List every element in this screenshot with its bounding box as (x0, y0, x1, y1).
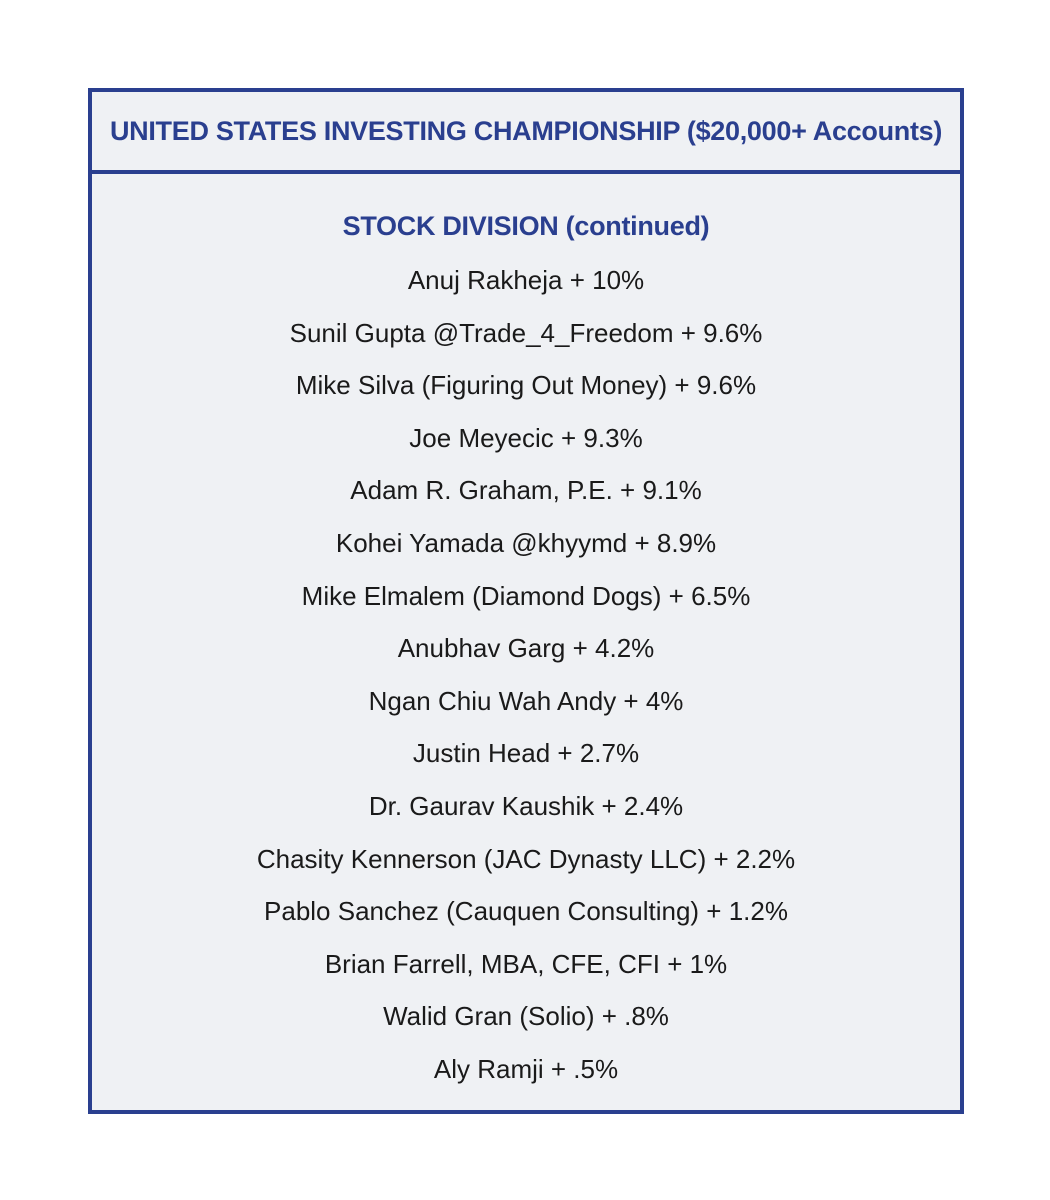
list-item: Mike Elmalem (Diamond Dogs) + 6.5% (301, 580, 751, 611)
list-item: Walid Gran (Solio) + .8% (383, 1001, 669, 1032)
list-item: Joe Meyecic + 9.3% (409, 422, 643, 453)
list-item: Ngan Chiu Wah Andy + 4% (368, 685, 684, 716)
list-item: Dr. Gaurav Kaushik + 2.4% (368, 790, 684, 821)
list-item: Mike Silva (Figuring Out Money) + 9.6% (295, 370, 757, 401)
results-panel (88, 88, 964, 1114)
list-item: Sunil Gupta @Trade_4_Freedom + 9.6% (289, 317, 763, 348)
panel-header (92, 92, 960, 174)
list-item: Anuj Rakheja + 10% (407, 265, 645, 295)
championship-title: UNITED STATES INVESTING CHAMPIONSHIP ($20,000+ Accounts) (109, 115, 943, 146)
list-item: Kohei Yamada @khyymd + 8.9% (335, 527, 717, 558)
list-item: Chasity Kennerson (JAC Dynasty LLC) + 2.2% (256, 843, 796, 874)
entries-list (92, 254, 960, 1096)
list-item: Adam R. Graham, P.E. + 9.1% (350, 475, 702, 506)
list-item: Brian Farrell, MBA, CFE, CFI + 1% (324, 948, 728, 979)
list-item: Justin Head + 2.7% (412, 738, 640, 769)
division-title: STOCK DIVISION (continued) (342, 211, 710, 241)
panel-body (92, 174, 960, 1096)
list-item: Aly Ramji + .5% (433, 1053, 619, 1084)
list-item: Anubhav Garg + 4.2% (397, 633, 655, 664)
list-item: Pablo Sanchez (Cauquen Consulting) + 1.2% (264, 896, 788, 927)
